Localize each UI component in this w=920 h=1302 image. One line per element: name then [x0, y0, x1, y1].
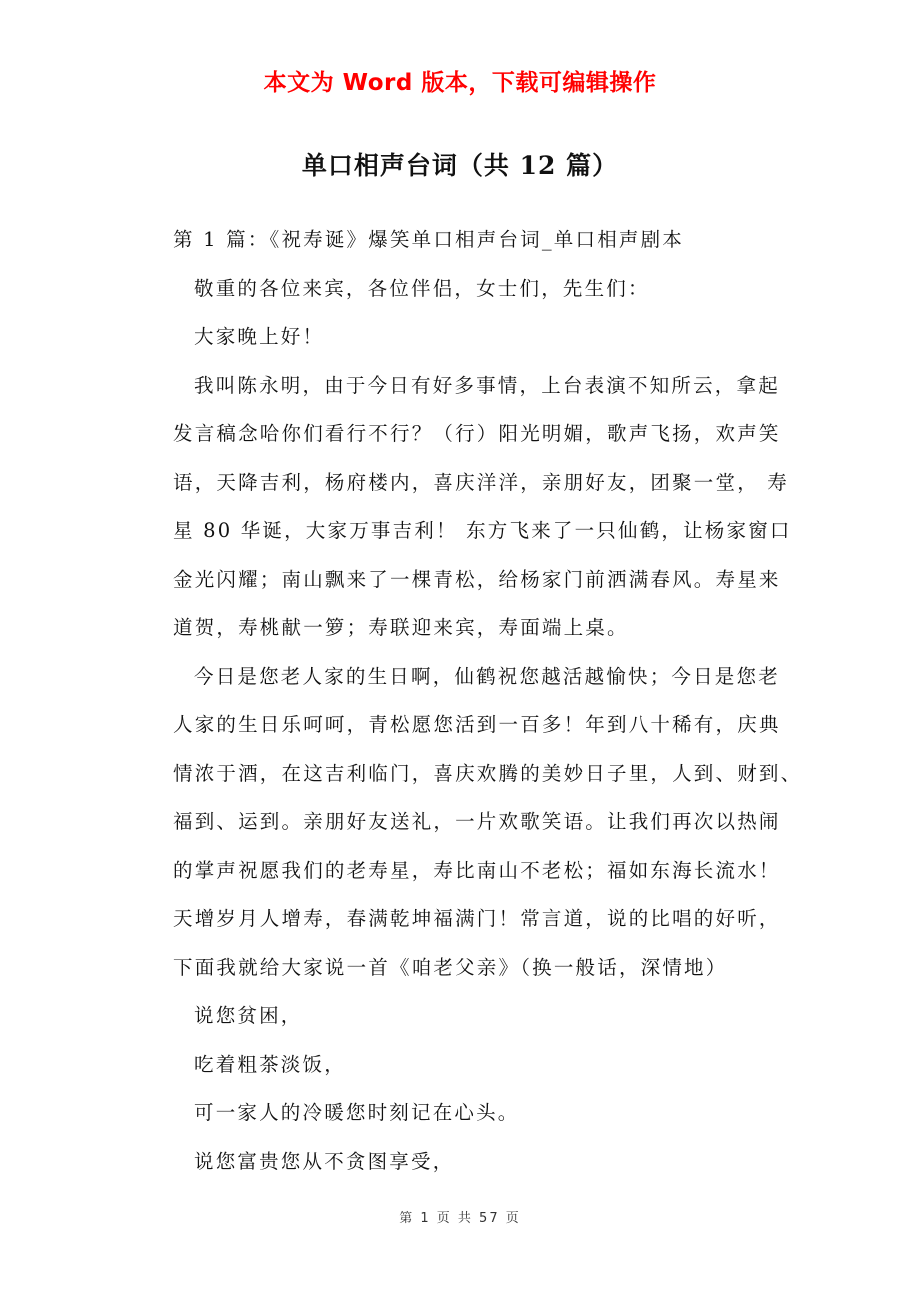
paragraph-line: 大家晚上好！	[194, 325, 325, 348]
paragraph-line: 天增岁月人增寿，春满乾坤福满门！常言道，说的比唱的好听，	[173, 907, 781, 930]
paragraph-line: 我叫陈永明，由于今日有好多事情，上台表演不知所云，拿起	[194, 373, 780, 397]
paragraph-line: 敬重的各位来宾，各位伴侣，女士们，先生们：	[194, 276, 650, 300]
verse-line: 可一家人的冷暖您时刻记在心头。	[194, 1101, 520, 1124]
verse-line: 说您富贵您从不贪图享受，	[194, 1149, 455, 1173]
paragraph-line: 星 80 华诞，大家万事吉利！ 东方飞来了一只仙鹤，让杨家窗口	[173, 519, 792, 542]
document-body	[173, 222, 803, 1192]
paragraph-line: 道贺，寿桃献一箩；寿联迎来宾，寿面端上桌。	[173, 616, 629, 639]
paragraph-line: 人家的生日乐呵呵，青松愿您活到一百多！年到八十稀有，庆典	[173, 713, 781, 736]
paragraph-line: 语，天降吉利，杨府楼内，喜庆洋洋，亲朋好友，团聚一堂， 寿	[173, 470, 789, 494]
section-heading: 第 1 篇：《祝寿诞》爆笑单口相声台词_单口相声剧本	[173, 228, 685, 251]
verse-line: 说您贫困，	[194, 1004, 303, 1027]
verse-line: 吃着粗茶淡饭，	[194, 1052, 346, 1076]
paragraph-line: 情浓于酒，在这吉利临门，喜庆欢腾的美妙日子里，人到、财到、	[173, 761, 803, 785]
paragraph-line: 金光闪耀；南山飘来了一棵青松，给杨家门前洒满春风。寿星来	[173, 567, 781, 591]
document-title: 单口相声台词（共 12 篇）	[301, 151, 619, 180]
paragraph-line: 的掌声祝愿我们的老寿星，寿比南山不老松；福如东海长流水！	[173, 858, 781, 882]
paragraph-line: 福到、运到。亲朋好友送礼，一片欢歌笑语。让我们再次以热闹	[173, 810, 781, 833]
page-number-footer: 第 1 页 共 57 页	[399, 1211, 521, 1226]
paragraph-line: 下面我就给大家说一首《咱老父亲》（换一般话，深情地）	[173, 955, 728, 979]
paragraph-line: 发言稿念哈你们看行不行？（行）阳光明媚，歌声飞扬，欢声笑	[173, 422, 781, 445]
word-version-banner: 本文为 Word 版本，下载可编辑操作	[263, 70, 657, 96]
paragraph-line: 今日是您老人家的生日啊，仙鹤祝您越活越愉快；今日是您老	[194, 664, 780, 688]
